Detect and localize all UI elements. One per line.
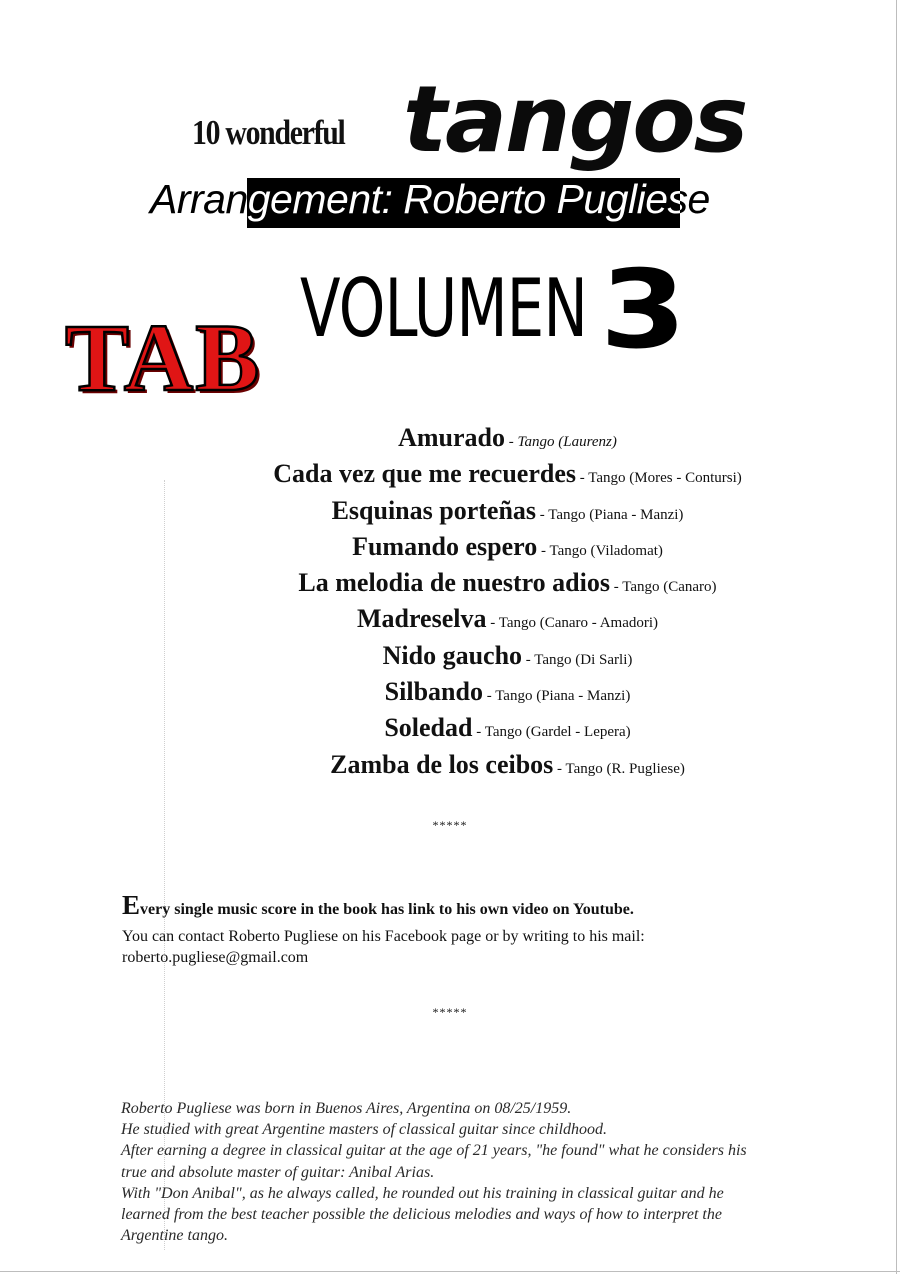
- song-item: [0, 747, 900, 783]
- song-meta: Tango (Canaro - Amadori): [498, 615, 659, 632]
- divider-stars: *****: [432, 1005, 468, 1019]
- song-separator: -: [472, 724, 485, 741]
- song-title: Nido gaucho: [382, 640, 523, 670]
- divider-stars: *****: [432, 818, 468, 832]
- song-meta: Tango (Mores - Contursi): [588, 470, 742, 487]
- song-item: [0, 638, 900, 674]
- song-title: Silbando: [384, 677, 483, 707]
- song-item: [0, 565, 900, 601]
- page-border-bottom: [0, 1271, 900, 1272]
- song-title: Zamba de los ceibos: [330, 749, 554, 779]
- song-meta: Tango (Piana - Manzi): [548, 506, 684, 523]
- song-title: Madreselva: [356, 604, 487, 634]
- song-separator: -: [537, 542, 550, 559]
- song-item: [0, 529, 900, 565]
- main-title: tangos: [403, 66, 747, 173]
- song-title: Fumando espero: [352, 531, 538, 561]
- song-title: Soledad: [384, 713, 473, 743]
- song-item: [0, 456, 900, 492]
- song-meta: Tango (R. Pugliese): [565, 760, 685, 777]
- song-meta: Tango (Canaro): [622, 579, 717, 596]
- contact-email: roberto.pugliese@gmail.com: [122, 949, 309, 966]
- contact-block: [122, 926, 762, 968]
- song-meta: Tango (Gardel - Lepera): [484, 724, 631, 741]
- song-separator: -: [522, 651, 535, 668]
- pre-title: 10 wonderful: [192, 113, 345, 152]
- song-meta: Tango (Di Sarli): [534, 651, 633, 668]
- song-item: [0, 674, 900, 710]
- song-separator: -: [486, 615, 499, 632]
- song-meta: Tango (Laurenz): [517, 434, 617, 450]
- song-separator: -: [505, 434, 518, 450]
- song-separator: -: [609, 579, 623, 596]
- song-title: La melodia de nuestro adios: [298, 568, 610, 598]
- arrangement-credit: Arrangement: Roberto Pugliese: [150, 176, 710, 222]
- volume-label: VOLUMEN: [300, 262, 588, 355]
- song-title: Cada vez que me recuerdes: [273, 459, 577, 489]
- song-title: Esquinas porteñas: [331, 495, 537, 525]
- volume-number: 3: [600, 248, 687, 373]
- song-item: [0, 420, 900, 456]
- song-list: [0, 420, 900, 783]
- bio-line: After earning a degree in classical guitar at the age of 21 years, "he found" what he considers his: [121, 1142, 747, 1160]
- drop-cap: E: [122, 890, 141, 920]
- song-meta: Tango (Piana - Manzi): [495, 688, 631, 705]
- song-separator: -: [576, 470, 589, 487]
- bio-line: Roberto Pugliese was born in Buenos Aires, Argentina on 08/25/1959.: [121, 1100, 572, 1117]
- bio-line: He studied with great Argentine masters of classical guitar since childhood.: [121, 1121, 608, 1139]
- song-separator: -: [553, 760, 566, 777]
- song-item: [0, 601, 900, 637]
- video-notice-text: very single music score in the book has link to his own video on Youtube.: [140, 901, 634, 918]
- contact-line: You can contact Roberto Pugliese on his Facebook page or by writing to his mail:: [122, 928, 645, 945]
- bio-line: With "Don Anibal", as he always called, he rounded out his training in classical guitar and he: [121, 1184, 724, 1202]
- video-notice: [122, 890, 634, 921]
- bio-line: Argentine tango.: [121, 1227, 228, 1245]
- tab-badge: TAB: [65, 304, 262, 411]
- song-separator: -: [482, 688, 496, 705]
- song-meta: Tango (Viladomat): [549, 542, 663, 559]
- biography: [121, 1098, 821, 1246]
- song-item: [0, 493, 900, 529]
- song-title: Amurado: [398, 423, 506, 452]
- bio-line: learned from the best teacher possible the delicious melodies and ways of how to interpret the: [121, 1206, 722, 1224]
- song-item: [0, 710, 900, 746]
- bio-line: true and absolute master of guitar: Anibal Arias.: [121, 1163, 435, 1181]
- song-separator: -: [536, 506, 549, 523]
